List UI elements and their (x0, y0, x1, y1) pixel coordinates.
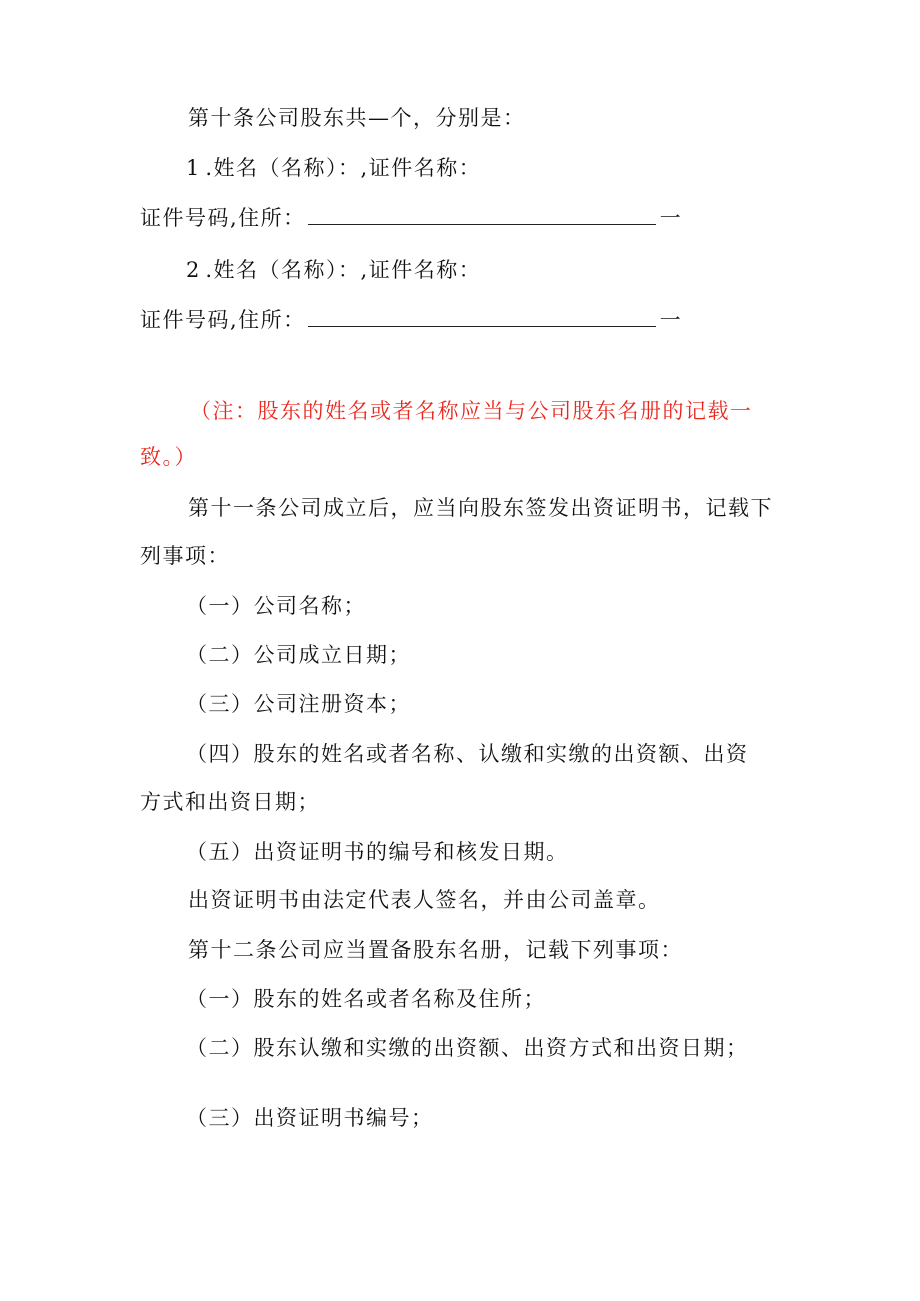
article-11-item-4: （四）股东的姓名或者名称、认缴和实缴的出资额、出资 (186, 742, 749, 766)
shareholder-2-number: 2 (186, 258, 206, 282)
shareholder-1-name-label: .姓名（名称）：,证件名称： (205, 156, 482, 180)
note-line-1: （注：股东的姓名或者名称应当与公司股东名册的记载一 (190, 399, 753, 423)
shareholder-1-number: 1 (186, 156, 206, 180)
shareholder-1-line (186, 154, 481, 182)
article-11-item-5: （五）出资证明书的编号和核发日期。 (186, 840, 569, 864)
article-11-closing: 出资证明书由法定代表人签名，并由公司盖章。 (188, 888, 661, 912)
shareholder-2-address-blank (308, 309, 656, 327)
note-line-2: 致。） (140, 445, 197, 469)
shareholder-1-id-label: 证件号码,住所： (140, 206, 306, 230)
shareholder-2-id-end: 一 (659, 308, 683, 332)
article-11-line-1: 第十一条公司成立后，应当向股东签发出资证明书，记载下 (188, 496, 773, 520)
article-11-line-2: 列事项： (140, 544, 230, 568)
article-11-item-1: （一）公司名称； (186, 594, 366, 618)
article-12-item-2: （二）股东认缴和实缴的出资额、出资方式和出资日期； (186, 1036, 749, 1060)
shareholder-2-id-label: 证件号码,住所： (140, 308, 306, 332)
article-10-title: 第十条公司股东共—个，分别是： (188, 106, 526, 130)
article-11-item-4-cont: 方式和出资日期； (140, 790, 320, 814)
shareholder-2-name-label: .姓名（名称）：,证件名称： (205, 258, 482, 282)
shareholder-1-id-end: 一 (659, 206, 683, 230)
shareholder-2-line (186, 256, 481, 284)
shareholder-1-id-line (140, 204, 682, 232)
shareholder-1-address-blank (308, 207, 656, 225)
article-12-item-3: （三）出资证明书编号； (186, 1106, 434, 1130)
article-11-item-3: （三）公司注册资本； (186, 692, 411, 716)
article-12-title: 第十二条公司应当置备股东名册，记载下列事项： (188, 938, 683, 962)
article-11-item-2: （二）公司成立日期； (186, 643, 411, 667)
shareholder-2-id-line (140, 306, 682, 334)
article-12-item-1: （一）股东的姓名或者名称及住所； (186, 987, 546, 1011)
